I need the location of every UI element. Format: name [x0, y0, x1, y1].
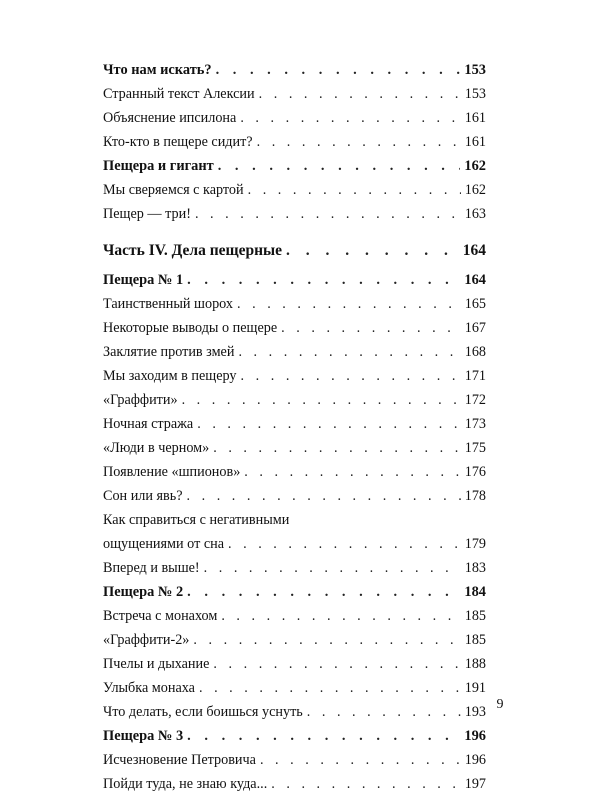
toc-entry-title: Пойди туда, не знаю куда... — [103, 776, 268, 792]
toc-entry-title: Мы заходим в пещеру — [103, 368, 237, 384]
toc-entry-page: 163 — [464, 206, 486, 222]
toc-entry-page: 176 — [464, 464, 486, 480]
toc-entry-title: «Граффити» — [103, 392, 178, 408]
toc-entry-title: Заклятие против змей — [103, 344, 235, 360]
toc-entry — [103, 748, 486, 772]
toc-dot-leader — [281, 316, 461, 340]
toc-entry — [103, 532, 486, 556]
toc-entry-page: 197 — [464, 776, 486, 792]
toc-entry — [103, 484, 486, 508]
toc-entry-page: 172 — [464, 392, 486, 408]
toc-dot-leader — [213, 436, 461, 460]
toc-entry — [103, 508, 486, 532]
toc-entry — [103, 388, 486, 412]
toc-entry-title: Мы сверяемся с картой — [103, 182, 244, 198]
toc-entry-title: Улыбка монаха — [103, 680, 195, 696]
table-of-contents — [103, 58, 486, 796]
toc-entry — [103, 130, 486, 154]
toc-dot-leader — [187, 484, 461, 508]
toc-entry-page: 162 — [464, 182, 486, 198]
toc-dot-leader — [260, 748, 461, 772]
toc-dot-leader — [221, 604, 460, 628]
toc-entry — [103, 178, 486, 202]
toc-entry-title: Некоторые выводы о пещере — [103, 320, 278, 336]
toc-entry-page: 179 — [464, 536, 486, 552]
toc-entry-page: 165 — [464, 296, 486, 312]
toc-entry — [103, 604, 486, 628]
toc-entry-title: Появление «шпионов» — [103, 464, 241, 480]
toc-entry-title: Часть IV. Дела пещерные — [103, 242, 283, 259]
toc-entry-page: 185 — [464, 632, 486, 648]
toc-entry-page: 184 — [464, 584, 486, 600]
toc-entry-title: ощущениями от сна — [103, 536, 225, 552]
toc-entry-page: 167 — [464, 320, 486, 336]
toc-dot-leader — [197, 412, 460, 436]
toc-entry-title: Что делать, если боишься уснуть — [103, 704, 303, 720]
toc-entry-page: 196 — [464, 752, 486, 768]
toc-entry-page: 153 — [464, 62, 486, 78]
toc-entry — [103, 82, 486, 106]
toc-entry-title: «Граффити-2» — [103, 632, 190, 648]
toc-entry-page: 183 — [464, 560, 486, 576]
toc-entry — [103, 772, 486, 796]
toc-dot-leader — [218, 154, 461, 178]
toc-entry-title: Таинственный шорох — [103, 296, 234, 312]
toc-entry-title: Пещер — три! — [103, 206, 191, 222]
toc-entry — [103, 106, 486, 130]
toc-dot-leader — [182, 388, 461, 412]
toc-entry-title: Встреча с монахом — [103, 608, 218, 624]
toc-entry-page: 171 — [464, 368, 486, 384]
toc-entry-page: 173 — [464, 416, 486, 432]
toc-entry-page: 196 — [464, 728, 486, 744]
toc-dot-leader — [259, 82, 461, 106]
toc-entry-page: 168 — [464, 344, 486, 360]
toc-entry-title: Странный текст Алексии — [103, 86, 255, 102]
toc-entry-title: Пещера № 1 — [103, 272, 184, 288]
toc-dot-leader — [204, 556, 461, 580]
toc-entry-title: «Люди в черном» — [103, 440, 210, 456]
toc-entry-page: 161 — [464, 134, 486, 150]
toc-dot-leader — [193, 628, 460, 652]
toc-entry — [103, 340, 486, 364]
toc-dot-leader — [240, 106, 460, 130]
toc-entry — [103, 652, 486, 676]
toc-entry — [103, 364, 486, 388]
toc-entry-page: 161 — [464, 110, 486, 126]
toc-entry-page: 193 — [464, 704, 486, 720]
toc-entry — [103, 628, 486, 652]
toc-entry-title: Пещера и гигант — [103, 158, 214, 174]
toc-entry-title: Ночная стража — [103, 416, 194, 432]
toc-entry-page: 175 — [464, 440, 486, 456]
toc-entry-page: 153 — [464, 86, 486, 102]
toc-entry-page: 178 — [464, 488, 486, 504]
toc-dot-leader — [248, 178, 461, 202]
toc-dot-leader — [187, 724, 460, 748]
toc-dot-leader — [237, 292, 461, 316]
toc-section-heading — [103, 580, 486, 604]
toc-entry — [103, 460, 486, 484]
toc-section-heading — [103, 154, 486, 178]
toc-entry-title: Кто-кто в пещере сидит? — [103, 134, 253, 150]
toc-entry-title: Объяснение ипсилона — [103, 110, 237, 126]
toc-entry — [103, 556, 486, 580]
toc-entry-page: 164 — [462, 242, 486, 259]
toc-entry-title: Как справиться с негативными — [103, 512, 290, 528]
toc-dot-leader — [216, 58, 461, 82]
toc-dot-leader — [257, 130, 461, 154]
toc-section-heading — [103, 724, 486, 748]
toc-entry — [103, 202, 486, 226]
toc-entry-page: 185 — [464, 608, 486, 624]
toc-entry — [103, 412, 486, 436]
toc-section-heading — [103, 268, 486, 292]
toc-entry-page: 162 — [464, 158, 486, 174]
toc-entry-title: Пещера № 2 — [103, 584, 184, 600]
toc-dot-leader — [228, 532, 461, 556]
toc-entry-title: Вперед и выше! — [103, 560, 200, 576]
toc-entry-title: Пчелы и дыхание — [103, 656, 210, 672]
toc-entry-title: Что нам искать? — [103, 62, 212, 78]
toc-dot-leader — [244, 460, 460, 484]
toc-entry-title: Пещера № 3 — [103, 728, 184, 744]
page-number: 9 — [496, 697, 504, 712]
toc-dot-leader — [187, 268, 460, 292]
toc-section-heading — [103, 58, 486, 82]
toc-dot-leader — [187, 580, 460, 604]
toc-entry-title: Сон или явь? — [103, 488, 183, 504]
toc-entry — [103, 292, 486, 316]
toc-entry — [103, 316, 486, 340]
toc-part-heading — [103, 238, 486, 264]
toc-dot-leader — [286, 238, 459, 264]
toc-entry-page: 191 — [464, 680, 486, 696]
toc-entry — [103, 436, 486, 460]
toc-dot-leader — [195, 202, 461, 226]
toc-entry-page: 188 — [464, 656, 486, 672]
toc-dot-leader — [241, 364, 461, 388]
toc-dot-leader — [238, 340, 460, 364]
toc-entry-page: 164 — [464, 272, 486, 288]
toc-dot-leader — [271, 772, 460, 796]
toc-dot-leader — [213, 652, 460, 676]
toc-entry-title: Исчезновение Петровича — [103, 752, 256, 768]
